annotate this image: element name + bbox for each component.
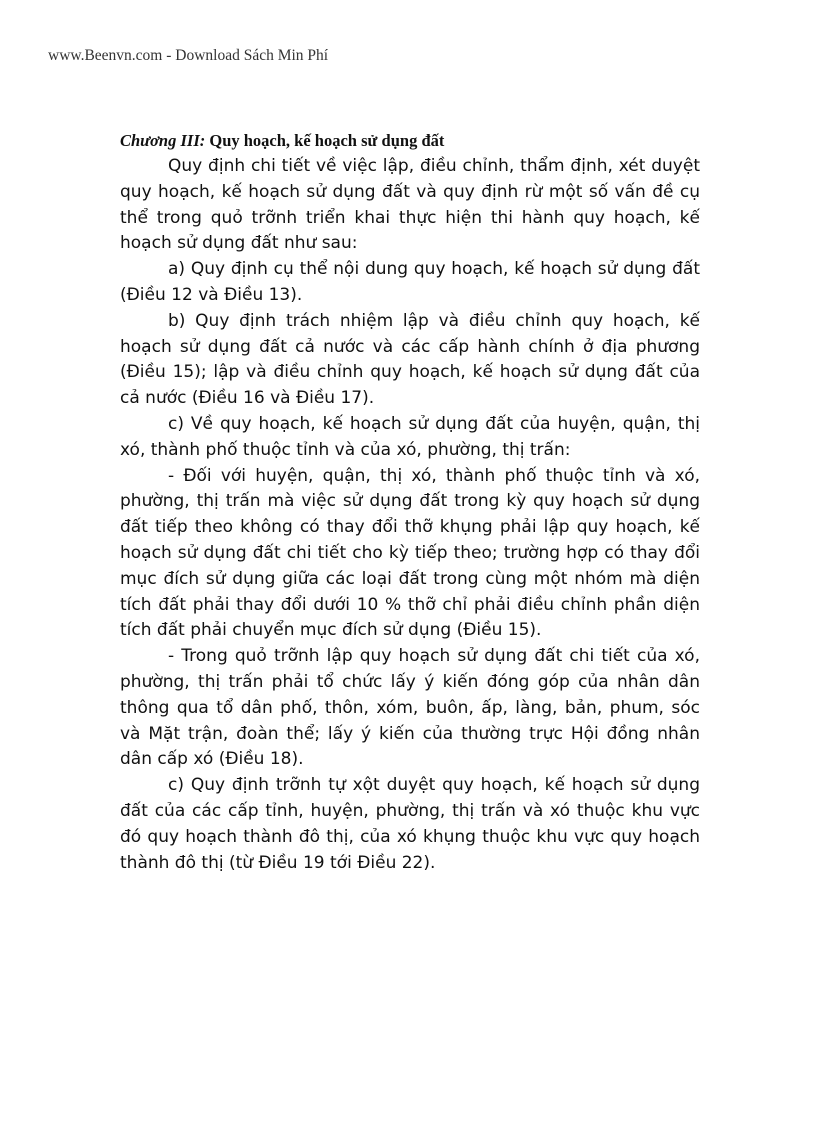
chapter-label: Chương III:	[120, 131, 206, 150]
item-b-paragraph: b) Quy định trách nhiệm lập và điều chỉnh quy hoạch, kế hoạch sử dụng đất cả nước và các cấp hành chính ở địa phương (Điều 15); lập và điều chỉnh quy hoạch, kế hoạch sử dụng đất của cả nước (Điều 16 và Điều 17).	[120, 310, 700, 409]
site-header: www.Beenvn.com - Download Sách Min Phí	[48, 47, 329, 64]
bullet-paragraph-1: - Đối với huyện, quận, thị xó, thành phố thuộc tỉnh và xó, phường, thị trấn mà việc sử dụng đất trong kỳ quy hoạch sử dụng đất tiếp theo không có thay đổi thỡ khụng phải lập quy hoạch, kế hoạch sử dụng đất chi tiết cho kỳ tiếp theo; trường hợp có thay đổi mục đích sử dụng giữa các loại đất trong cùng một nhóm mà diện tích đất phải thay đổi dưới 10 % thỡ chỉ phải điều chỉnh phần diện tích đất phải chuyển mục đích sử dụng (Điều 15).	[120, 465, 700, 641]
item-c-paragraph: c) Về quy hoạch, kế hoạch sử dụng đất của huyện, quận, thị xó, thành phố thuộc tỉnh và của xó, phường, thị trấn:	[120, 413, 700, 460]
document-body	[120, 128, 700, 876]
item-c2-paragraph: c) Quy định trỡnh tự xột duyệt quy hoạch, kế hoạch sử dụng đất của các cấp tỉnh, huyện, phường, thị trấn và xó thuộc khu vực đó quy hoạch thành đô thị, của xó khụng thuộc khu vực quy hoạch thành đô thị (từ Điều 19 tới Điều 22).	[120, 775, 700, 873]
bullet-paragraph-2: - Trong quỏ trỡnh lập quy hoạch sử dụng đất chi tiết của xó, phường, thị trấn phải tổ chức lấy ý kiến đóng góp của nhân dân thông qua tổ dân phố, thôn, xóm, buôn, ấp, làng, bản, phum, sóc và Mặt trận, đoàn thể; lấy ý kiến của thường trực Hội đồng nhân dân cấp xó (Điều 18).	[120, 646, 700, 770]
chapter-heading	[120, 128, 700, 154]
intro-paragraph: Quy định chi tiết về việc lập, điều chỉnh, thẩm định, xét duyệt quy hoạch, kế hoạch sử dụng đất và quy định rừ một số vấn đề cụ thể trong quỏ trỡnh triển khai thực hiện thi hành quy hoạch, kế hoạch sử dụng đất như sau:	[120, 156, 700, 254]
item-a-paragraph: a) Quy định cụ thể nội dung quy hoạch, kế hoạch sử dụng đất (Điều 12 và Điều 13).	[120, 259, 700, 305]
chapter-title: Quy hoạch, kế hoạch sử dụng đất	[209, 131, 445, 150]
